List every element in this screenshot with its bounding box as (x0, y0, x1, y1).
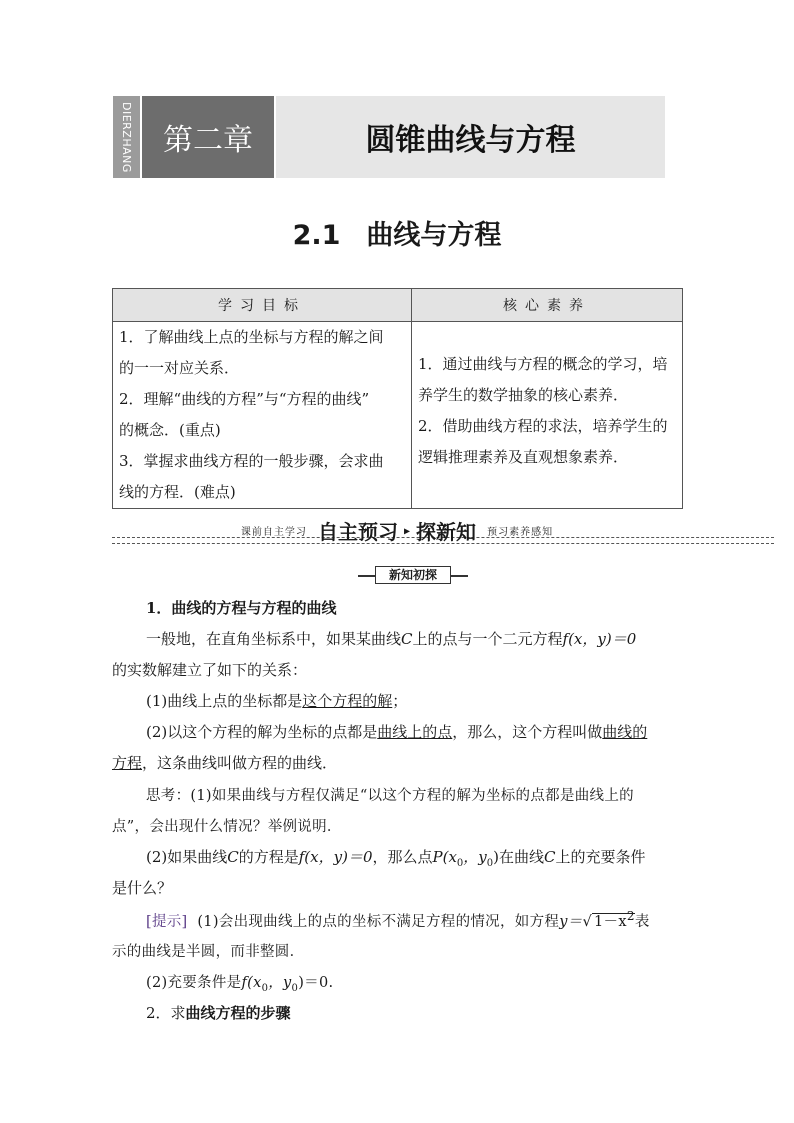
hint-2: (2)充要条件是$f(x_0$，$y_0)=0$. (146, 975, 334, 994)
goal-line: 2．理解“曲线的方程”与“方程的曲线” (119, 390, 370, 408)
separator-right-caption: 预习素养感知 (487, 527, 554, 538)
separator-left-caption: 课前自主学习 (240, 527, 307, 538)
header-learning-goals: 学习目标 (113, 289, 412, 322)
literacy-line: 1．通过曲线与方程的概念的学习，培 (418, 355, 668, 373)
section-separator (0, 516, 794, 545)
paragraph-1-line2: 的实数解建立了如下的关系： (112, 661, 308, 679)
literacy-line: 养学生的数学抽象的核心素养． (418, 386, 629, 404)
goal-line: 1．了解曲线上点的坐标与方程的解之间 (119, 328, 384, 346)
think-question-1: 思考：(1)如果曲线与方程仅满足“以这个方程的解为坐标的点都是曲线上的 (146, 788, 634, 804)
hint-1-line2: 示的曲线是半圆，而非整圆． (112, 944, 305, 960)
new-knowledge-badge (358, 566, 468, 584)
chapter-title: 圆锥曲线与方程 (276, 96, 665, 178)
literacy-line: 逻辑推理素养及直观想象素养． (418, 448, 629, 466)
think-question-2: (2)如果曲线C的方程是f(x，y)＝0，那么点$P(x_0$，$y_0$)在曲线C上的充要条件 (146, 848, 646, 869)
definition-item-2-line2: 方程，这条曲线叫做方程的曲线． (112, 754, 338, 772)
objectives-table (112, 288, 683, 509)
think-question-1-line2: 点”，会出现什么情况？举例说明． (112, 819, 342, 835)
hint-label: [提示] (146, 913, 188, 930)
separator-main-left: 自主预习 (317, 520, 398, 544)
header-core-literacy: 核心素养 (412, 289, 683, 322)
goal-line: 的一一对应关系． (119, 359, 240, 377)
heading-2: 2．求曲线方程的步骤 (146, 1004, 291, 1022)
definition-item-2: (2)以这个方程的解为坐标的点都是曲线上的点，那么，这个方程叫做曲线的 (146, 723, 648, 741)
definition-item-1: (1)曲线上点的坐标都是这个方程的解； (146, 692, 408, 710)
chevron-right-icon: ▸ (403, 523, 411, 538)
separator-main-right: 探新知 (416, 520, 477, 544)
section-title (0, 213, 794, 252)
hint-1: [提示] (1)会出现曲线上的点的坐标不满足方程的情况，如方程y＝√ $1-x^2$表 (146, 909, 650, 930)
sqrt-icon: √ (582, 913, 593, 930)
paragraph-1: 一般地，在直角坐标系中，如果某曲线C上的点与一个二元方程f(x，y)＝0 (146, 630, 637, 648)
core-literacy-cell (412, 322, 683, 509)
badge-label: 新知初探 (375, 566, 451, 584)
section-name: 曲线与方程 (366, 220, 502, 251)
chapter-side-tab: DIERZHANG (113, 96, 140, 178)
goal-line: 线的方程．(难点) (119, 483, 236, 501)
goal-line: 的概念．(重点) (119, 421, 221, 439)
learning-goals-cell (113, 322, 412, 509)
section-number: 2.1 (292, 220, 341, 251)
literacy-line: 2．借助曲线方程的求法，培养学生的 (418, 417, 668, 435)
goal-line: 3．掌握求曲线方程的一般步骤，会求曲 (119, 452, 384, 470)
heading-1: 1．曲线的方程与方程的曲线 (146, 599, 337, 617)
chapter-label: 第二章 (142, 96, 274, 178)
think-question-2-line2: 是什么？ (112, 879, 173, 897)
